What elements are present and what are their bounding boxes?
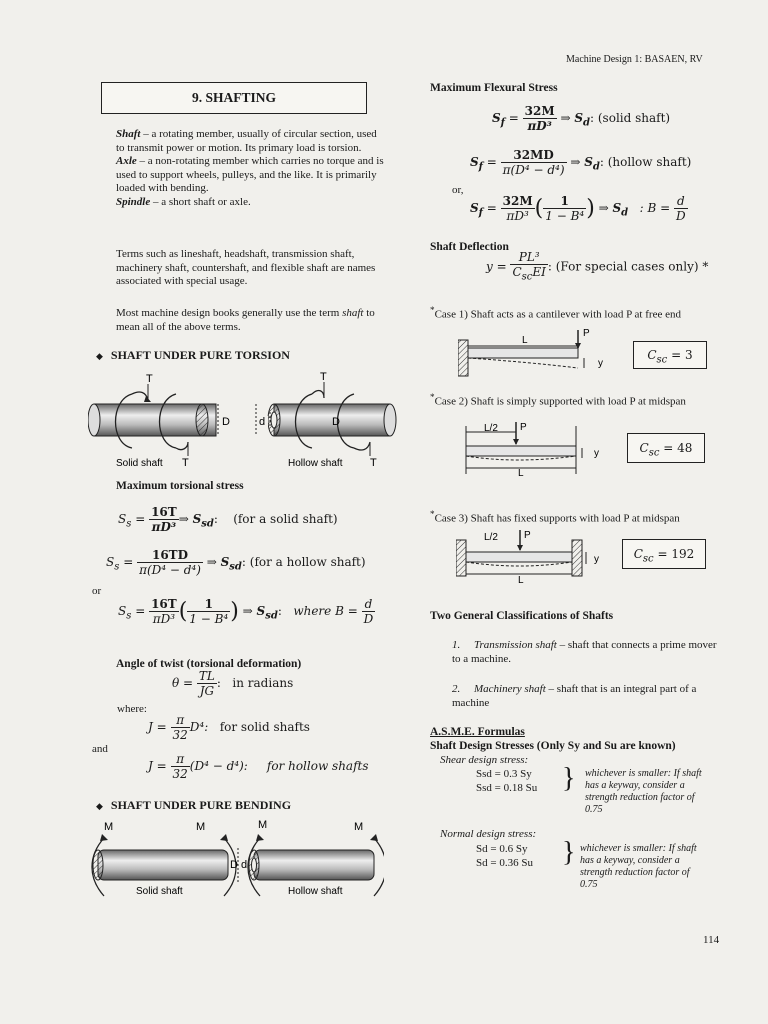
eq2-numerator: 16TD [137, 548, 203, 563]
case2-L2-label: L/2 [484, 423, 498, 434]
torsion-eq-ratio: $S_s$ = $\frac{16T}{\text{πD³}}$ ( $\frac{1}{\text{1 − B⁴}}$ ) ⇒ $S_{sd}$: where B = $\frac{d}{D}$ [118, 597, 374, 626]
shear-eq-1: Ssd = 0.3 Sy [476, 768, 532, 780]
torque-T-label-3: T [320, 372, 327, 383]
or-text: or [92, 585, 102, 597]
case2-label: Case 2) Shaft is simply supported with load P at midspan [434, 395, 686, 408]
f3-b: : B = [639, 201, 671, 215]
moment-M-label-3: M [258, 819, 268, 831]
theta-lhs: θ = [172, 676, 194, 690]
deflection-heading: Shaft Deflection [430, 241, 509, 253]
normal-brace-icon: } [562, 837, 576, 868]
j1-note: for solid shafts [219, 720, 310, 734]
angle-of-twist-heading: Angle of twist (torsional deformation) [116, 658, 302, 670]
solid-bending-shaft [98, 850, 228, 880]
eq3-denominator: πD³ [152, 612, 176, 626]
chapter-title-box [101, 82, 367, 114]
moment-M-label-1: M [104, 821, 114, 833]
y-den-rest: EI [532, 265, 546, 279]
spindle-term: Spindle [116, 195, 151, 208]
case3-fixed-diagram [456, 528, 616, 584]
bending-diagram [84, 816, 384, 900]
case3-text: *Case 3) Shaft has fixed supports with load P at midspan [430, 509, 680, 525]
definitions [116, 128, 388, 209]
case3-csc-box [622, 539, 706, 569]
torsion-heading-text: SHAFT UNDER PURE TORSION [110, 348, 290, 362]
eq1-numerator: 16T [151, 505, 177, 519]
asme-subheading: Shaft Design Stresses (Only Sy and Su are known) [430, 740, 676, 752]
case3-L2-label: L/2 [484, 532, 498, 543]
case2-L-label: L [518, 468, 524, 479]
y-den-sub: sc [521, 271, 533, 283]
books-text: Most machine design books generally use the term [116, 307, 343, 319]
flexural-heading: Maximum Flexural Stress [430, 82, 558, 94]
hollow-d-label: d [259, 416, 266, 428]
torque-T-label-1: T [146, 373, 153, 385]
f3-den: πD³ [506, 209, 529, 223]
f1-note: (solid shaft) [597, 111, 671, 125]
case1-P-label: P [583, 328, 590, 339]
eq3-where: where B = [293, 604, 358, 618]
and-text: and [92, 743, 108, 755]
f2-num: 32MD [501, 148, 567, 163]
y-note: (For special cases only) * [555, 259, 709, 274]
case3-L-label: L [518, 575, 524, 584]
books-paragraph [116, 307, 388, 334]
shaft-term: Shaft [116, 128, 141, 140]
item-1-text: – shaft that connects a prime mover to a machine. [452, 639, 717, 665]
normal-eq-2: Sd = 0.36 Su [476, 857, 533, 869]
eq2-note: (for a hollow shaft) [249, 555, 366, 569]
item-1-num: 1. [452, 639, 461, 651]
diamond-bullet-icon: ◆ [96, 351, 103, 361]
case3-P-label: P [524, 530, 531, 541]
item-1-term: Transmission shaft [474, 639, 557, 651]
case2-csc-label: C [639, 441, 649, 455]
chapter-title: 9. SHAFTING [191, 90, 276, 105]
item-2-term: Machinery shaft [474, 683, 546, 695]
terms-paragraph: Terms such as lineshaft, headshaft, transmission shaft, machinery shaft, countershaft, and flexible shaft are names associated with special usage. [116, 248, 376, 287]
j-hollow-eq: J = $\frac{\pi}{32}$ (D⁴ − d⁴): for hollow shafts [148, 752, 369, 781]
hollow-bending-shaft [254, 850, 374, 880]
item-2-text: – shaft that is an integral part of a machine [452, 683, 697, 709]
axle-term: Axle [116, 155, 137, 167]
j2-note: for hollow shafts [266, 759, 369, 773]
eq1-denominator: πD³ [151, 520, 177, 534]
max-torsional-stress-heading: Maximum torsional stress [116, 480, 244, 492]
diamond-bullet-icon: ◆ [96, 801, 103, 811]
j2-den: 32 [172, 767, 188, 781]
j-solid-eq: J = $\frac{\pi}{32}$ D⁴: for solid shafts [148, 713, 310, 742]
y-den: C [512, 265, 522, 279]
case1-csc-sub: sc [656, 354, 668, 366]
case1-label: Case 1) Shaft acts as a cantilever with load P at free end [434, 308, 681, 321]
case2-P-label: P [520, 422, 527, 433]
shear-note: whichever is smaller: If shaft has a keyway, consider a strength reduction factor of 0.75 [585, 768, 702, 815]
j1-den: 32 [172, 728, 188, 742]
hollow-shaft-label: Hollow shaft [288, 458, 343, 469]
bending-d-label: d [241, 859, 248, 871]
eq3-b-den: D [363, 612, 374, 626]
eq3-b-num: d [362, 597, 376, 612]
bending-heading [96, 798, 291, 813]
y-num: PL³ [510, 250, 547, 265]
shaft-definition: – a rotating member, usually of circular section, used to transmit power or motion. Its primary load is torsion. [116, 128, 377, 154]
case1-csc-value: = 3 [671, 348, 693, 362]
bending-D-label: D [230, 859, 238, 871]
page-number: 114 [703, 934, 720, 946]
solid-shaft-label: Solid shaft [116, 458, 163, 469]
case1-csc-label: C [647, 348, 657, 362]
case1-cantilever-diagram [458, 326, 618, 382]
normal-label: Normal design stress: [440, 828, 537, 840]
f3-paren-num: 1 [543, 194, 586, 209]
flexural-eq-hollow: $S_f$ = $\frac{32MD}{\text{π(D⁴ − d⁴)}}$ ⇒ $S_d$: (hollow shaft) [470, 148, 692, 177]
torsion-heading [96, 348, 290, 363]
normal-eq-1: Sd = 0.6 Sy [476, 843, 528, 855]
torque-T-label-2: T [182, 457, 189, 469]
classification-item-2 [452, 683, 722, 710]
asme-heading: A.S.M.E. Formulas [430, 726, 525, 738]
f3-num: 32M [502, 194, 533, 208]
case2-y-label: y [594, 448, 599, 459]
j2-rest: (D⁴ − d⁴): [189, 759, 248, 773]
eq2-denominator: π(D⁴ − d⁴) [139, 563, 201, 577]
twist-equation: θ = $\frac{TL}{JG}$ : in radians [172, 669, 294, 698]
case2-csc-box [627, 433, 705, 463]
eq1-note: (for a solid shaft) [233, 512, 338, 526]
shear-eq-2: Ssd = 0.18 Su [476, 782, 538, 794]
eq3-paren-den: 1 − B⁴ [189, 612, 229, 626]
where-text: where: [117, 703, 147, 715]
torsion-eq-solid: $S_s$ = $\frac{16T}{\text{πD³}}$ ⇒ $S_{sd}$: (for a solid shaft) [118, 505, 338, 534]
case2-csc-sub: sc [648, 447, 660, 459]
f2-note: (hollow shaft) [607, 155, 692, 169]
case2-simply-supported-diagram [462, 418, 612, 482]
axle-definition: – a non-rotating member which carries no torque and is used to support wheels, pulleys, and the like. It is primarily loaded with bending. [116, 155, 384, 194]
f3-paren-den: 1 − B⁴ [545, 209, 585, 223]
theta-num: TL [198, 669, 215, 683]
eq3-numerator: 16T [151, 597, 177, 611]
theta-den: JG [199, 684, 215, 698]
torsion-eq-hollow: $S_s$ = $\frac{16TD}{\text{π(D⁴ − d⁴)}}$ ⇒ $S_{sd}$: (for a hollow shaft) [106, 548, 366, 577]
case3-csc-value: = 192 [657, 547, 695, 561]
or-text-right: or, [452, 184, 464, 196]
running-header: Machine Design 1: BASAEN, RV [566, 54, 703, 65]
theta-note: in radians [232, 676, 294, 690]
item-2-num: 2. [452, 683, 461, 695]
f2-den: π(D⁴ − d⁴) [502, 163, 565, 177]
moment-M-label-2: M [196, 821, 206, 833]
case1-text: *Case 1) Shaft acts as a cantilever with load P at free end [430, 305, 681, 321]
case1-csc-box [633, 341, 707, 369]
solid-D-label: D [222, 416, 230, 428]
flexural-eq-solid: $S_f$ = $\frac{32M}{\text{πD³}}$ ⇒ $S_d$: (solid shaft) [492, 104, 671, 133]
classifications-heading: Two General Classifications of Shafts [430, 610, 614, 622]
j2-num: π [171, 752, 190, 767]
case2-text: *Case 2) Shaft is simply supported with load P at midspan [430, 392, 686, 408]
j1-num: π [171, 713, 190, 728]
case3-y-label: y [594, 554, 599, 565]
deflection-eq: y = $\frac{\text{PL³}}{C_{sc}EI}$ : (For special cases only) * [486, 250, 709, 283]
normal-note: whichever is smaller: If shaft has a keyway, consider a strength reduction factor of 0.75 [580, 843, 697, 890]
case3-csc-sub: sc [642, 553, 654, 565]
classification-item-1 [452, 639, 722, 666]
moment-M-label-4: M [354, 821, 364, 833]
shear-brace-icon: } [562, 763, 576, 794]
bending-heading-text: SHAFT UNDER PURE BENDING [110, 798, 292, 812]
case1-y-label: y [598, 358, 603, 369]
books-text-end: to mean all of the above terms. [116, 307, 375, 333]
f3-b-num: d [674, 194, 688, 209]
solid-bending-label: Solid shaft [136, 886, 183, 897]
eq3-paren-num: 1 [187, 597, 230, 612]
shear-label: Shear design stress: [440, 754, 529, 766]
hollow-D-label: D [332, 416, 340, 428]
spindle-definition: – a short shaft or axle. [150, 195, 251, 208]
case1-L-label: L [522, 335, 528, 346]
case2-csc-value: = 48 [663, 441, 693, 455]
flexural-eq-ratio: $S_f$ = $\frac{32M}{\text{πD³}}$ ( $\frac{1}{\text{1 − B⁴}}$ ) ⇒ $S_d$ : B = $\frac{d}{D}$ [470, 194, 686, 223]
hollow-bending-label: Hollow shaft [288, 886, 343, 897]
torsion-diagram [88, 372, 398, 472]
torque-T-label-4: T [370, 457, 377, 469]
f1-num: 32M [524, 104, 555, 118]
books-italic: shaft [342, 307, 364, 319]
f1-den: πD³ [527, 119, 552, 133]
f3-b-den: D [675, 209, 686, 223]
j1-rest: D⁴: [189, 720, 209, 734]
case3-label: Case 3) Shaft has fixed supports with load P at midspan [434, 512, 680, 525]
case3-csc-label: C [633, 547, 643, 561]
